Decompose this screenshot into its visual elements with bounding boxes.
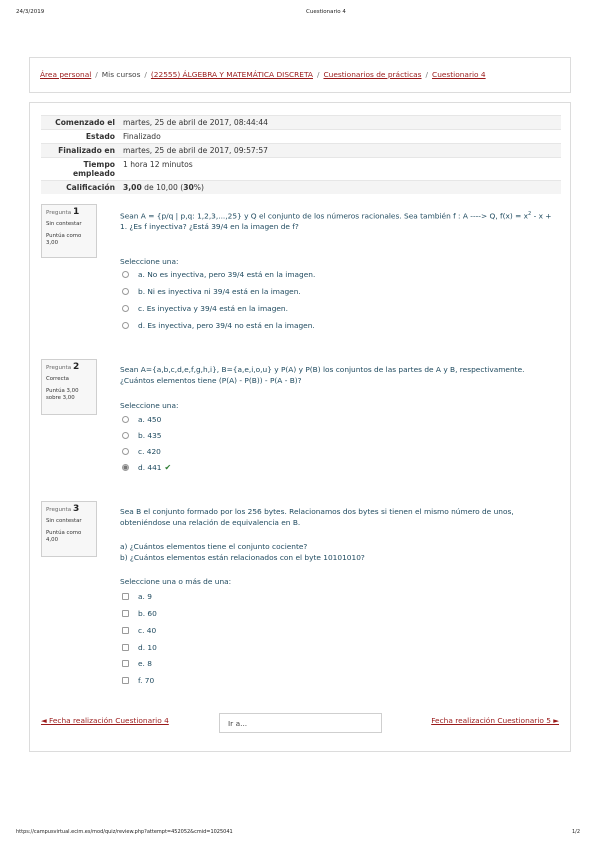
time-value: 1 hora 12 minutos <box>119 158 561 181</box>
grade-end: %) <box>193 183 204 192</box>
question-1-option-a[interactable] <box>122 269 315 280</box>
print-page-number: 1/2 <box>572 829 581 835</box>
question-2-option-a[interactable] <box>122 414 161 425</box>
radio-button[interactable] <box>122 416 129 423</box>
question-1-option-c[interactable] <box>122 303 288 314</box>
breadcrumb <box>40 70 486 79</box>
breadcrumb-area-personal[interactable]: Área personal <box>40 70 92 79</box>
question-3-option-a[interactable] <box>122 591 152 602</box>
grade-line-1: Puntúa 3,00 <box>46 388 79 394</box>
question-2-option-b[interactable] <box>122 430 162 441</box>
question-1-number <box>46 209 92 217</box>
radio-button[interactable] <box>122 448 129 455</box>
checkbox[interactable] <box>122 644 129 651</box>
jump-to-select[interactable]: Ir a... <box>219 713 382 733</box>
breadcrumb-mis-cursos: Mis cursos <box>101 70 141 79</box>
option-label: a. 450 <box>138 415 162 424</box>
question-3-option-d[interactable] <box>122 642 157 653</box>
breadcrumb-separator: / <box>144 70 147 79</box>
checkbox[interactable] <box>122 627 129 634</box>
grade-line-1: Puntúa como <box>46 530 82 536</box>
grade-line-2: sobre 3,00 <box>46 395 75 401</box>
prev-activity-link[interactable]: ◄ Fecha realización Cuestionario 4 <box>41 716 169 725</box>
grade-mid: de 10,00 ( <box>141 183 184 192</box>
question-word: Pregunta <box>46 365 72 371</box>
question-3-number <box>46 506 92 514</box>
question-1-info <box>41 204 97 258</box>
summary-row-started <box>41 116 561 130</box>
question-2-grade <box>46 388 92 402</box>
time-label-line-1: Tiempo <box>83 160 115 169</box>
question-3-sub-b: b) ¿Cuántos elementos están relacionados con el byte 10101010? <box>120 553 365 562</box>
grade-label: Calificación <box>41 181 119 195</box>
option-label: e. 8 <box>138 659 152 668</box>
question-3-text: Sea B el conjunto formado por los 256 bytes. Relacionamos dos bytes si tienen el mismo número de unos, obteniéndose una relación de equivalencia en B. <box>120 507 514 527</box>
question-1-grade <box>46 233 92 247</box>
grade-percent: 30 <box>183 183 194 192</box>
grade-score: 3,00 <box>123 183 142 192</box>
question-1-text <box>120 209 560 232</box>
radio-button[interactable] <box>122 271 129 278</box>
option-label: a. 9 <box>138 592 152 601</box>
question-word: Pregunta <box>46 210 72 216</box>
radio-button-selected[interactable] <box>122 464 129 471</box>
breadcrumb-separator: / <box>95 70 98 79</box>
question-1-text-a: Sean A = {p/q | p,q: 1,2,3,...,25} y Q el conjunto de los números racionales. Sea también f : A ----> Q, f(x) = x <box>120 211 529 221</box>
print-date: 24/3/2019 <box>16 9 45 15</box>
question-3-subquestions <box>120 541 560 563</box>
question-1-text-b: - x + 1. ¿Es f inyectiva? ¿Está 39/4 en la imagen de f? <box>120 211 552 232</box>
question-2-prompt: Seleccione una: <box>120 401 179 410</box>
checkbox[interactable] <box>122 610 129 617</box>
question-3-option-e[interactable] <box>122 658 152 669</box>
started-value: martes, 25 de abril de 2017, 08:44:44 <box>119 116 561 130</box>
breadcrumb-container <box>29 57 571 93</box>
summary-row-time <box>41 158 561 181</box>
option-label: f. 70 <box>138 676 155 685</box>
breadcrumb-separator: / <box>425 70 429 79</box>
question-2-text <box>120 364 560 386</box>
radio-button[interactable] <box>122 322 129 329</box>
finished-label: Finalizado en <box>41 144 119 158</box>
breadcrumb-course[interactable]: (22555) ÁLGEBRA Y MATEMÁTICA DISCRETA <box>150 70 313 79</box>
attempt-summary-table <box>41 115 561 194</box>
summary-row-finished <box>41 144 561 158</box>
question-2-number <box>46 364 92 372</box>
grade-line-2: 3,00 <box>46 240 59 246</box>
question-2-option-d[interactable] <box>122 462 171 473</box>
question-2-info <box>41 359 97 415</box>
time-label-line-2: empleado <box>72 169 115 178</box>
option-label: b. 435 <box>138 431 162 440</box>
radio-button[interactable] <box>122 432 129 439</box>
question-number: 1 <box>72 207 80 217</box>
print-url: https://campusvirtual.ecim.es/mod/quiz/review.php?attempt=452052&cmid=1025041 <box>16 829 233 835</box>
state-label: Estado <box>41 130 119 144</box>
question-word: Pregunta <box>46 507 72 513</box>
option-label: d. 441 <box>138 463 162 472</box>
question-1-prompt: Seleccione una: <box>120 257 179 266</box>
question-2-option-c[interactable] <box>122 446 161 457</box>
option-label: c. Es inyectiva y 39/4 está en la imagen. <box>138 304 288 313</box>
question-3-option-b[interactable] <box>122 608 157 619</box>
started-label: Comenzado el <box>41 116 119 130</box>
question-1-option-d[interactable] <box>122 320 315 331</box>
summary-row-grade <box>41 181 561 195</box>
question-1-option-b[interactable] <box>122 286 301 297</box>
question-2-text-line-2: ¿Cuántos elementos tiene (P(A) - P(B)) - P(A - B)? <box>120 376 302 385</box>
option-label: d. Es inyectiva, pero 39/4 no está en la imagen. <box>138 321 315 330</box>
quiz-review-region <box>29 102 571 752</box>
summary-row-state <box>41 130 561 144</box>
question-3-sub-a: a) ¿Cuántos elementos tiene el conjunto cociente? <box>120 542 308 551</box>
breadcrumb-cuestionarios[interactable]: Cuestionarios de prácticas <box>323 70 422 79</box>
question-3-info <box>41 501 97 557</box>
radio-button[interactable] <box>122 305 129 312</box>
checkbox[interactable] <box>122 660 129 667</box>
checkbox[interactable] <box>122 593 129 600</box>
grade-line-1: Puntúa como <box>46 233 82 239</box>
state-value: Finalizado <box>119 130 561 144</box>
breadcrumb-cuestionario-4[interactable]: Cuestionario 4 <box>432 70 486 79</box>
question-3-prompt: Seleccione una o más de una: <box>120 577 232 586</box>
question-1-superscript: 2 <box>528 211 532 217</box>
option-label: b. 60 <box>138 609 157 618</box>
time-label <box>41 158 119 181</box>
question-number: 3 <box>72 504 80 514</box>
next-activity-link[interactable]: Fecha realización Cuestionario 5 ► <box>431 716 559 725</box>
question-2-text-line-1: Sean A={a,b,c,d,e,f,g,h,i}, B={a,e,i,o,u} y P(A) y P(B) los conjuntos de las partes de A y B, respectivamente. <box>120 365 525 374</box>
option-label: c. 420 <box>138 447 161 456</box>
question-1-status: Sin contestar <box>46 221 82 227</box>
grade-value <box>119 181 561 195</box>
option-label: c. 40 <box>138 626 157 635</box>
option-label: b. Ni es inyectiva ni 39/4 está en la imagen. <box>138 287 301 296</box>
grade-line-2: 4,00 <box>46 537 59 543</box>
breadcrumb-separator: / <box>316 70 320 79</box>
finished-value: martes, 25 de abril de 2017, 09:57:57 <box>119 144 561 158</box>
option-label: a. No es inyectiva, pero 39/4 está en la imagen. <box>138 270 316 279</box>
radio-button[interactable] <box>122 288 129 295</box>
print-title: Cuestionario 4 <box>306 9 346 15</box>
question-number: 2 <box>72 362 80 372</box>
question-2-status: Correcta <box>46 376 69 382</box>
question-3-option-f[interactable] <box>122 675 154 686</box>
checkbox[interactable] <box>122 677 129 684</box>
correct-check-icon: ✔ <box>164 463 172 472</box>
option-label: d. 10 <box>138 643 157 652</box>
question-3-grade <box>46 530 92 544</box>
question-3-option-c[interactable] <box>122 625 156 636</box>
question-3-status: Sin contestar <box>46 518 82 524</box>
